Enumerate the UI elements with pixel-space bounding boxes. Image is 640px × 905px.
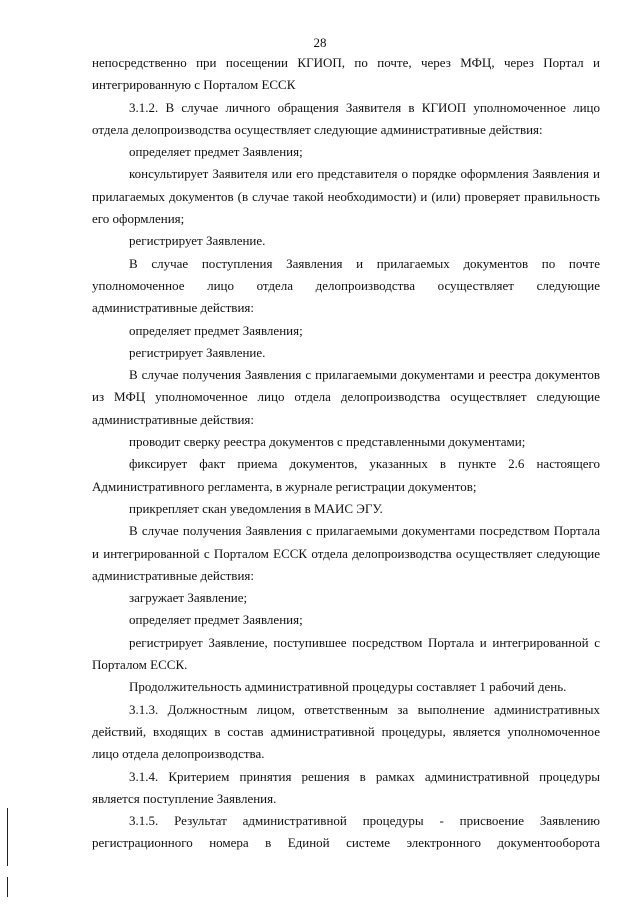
margin-scan-mark <box>7 808 8 866</box>
paragraph: В случае поступления Заявления и прилагаемых документов по почте уполномоченное лицо отдела делопроизводства осуществляет следующие административные действия: <box>92 255 600 316</box>
paragraph: В случае получения Заявления с прилагаемыми документами посредством Портала и интегрированной с Порталом ЕССК отдела делопроизводства осуществляет следующие административные действия: <box>92 523 600 583</box>
margin-scan-mark <box>7 877 8 897</box>
paragraph: 3.1.5. Результат административной процедуры - присвоение Заявлению регистрационного номера в Единой системе электронного документооборота <box>92 813 600 851</box>
document-body <box>92 52 600 855</box>
paragraph: фиксирует факт приема документов, указанных в пункте 2.6 настоящего Административного регламента, в журнале регистрации документов; <box>92 456 600 494</box>
paragraph: прикрепляет скан уведомления в МАИС ЭГУ. <box>129 500 383 516</box>
page-number: 28 <box>313 35 327 50</box>
paragraph: 3.1.3. Должностным лицом, ответственным за выполнение административных действий, входящих в состав административной процедуры, является уполномоченное лицо отдела делопроизводства. <box>92 701 600 762</box>
paragraph: определяет предмет Заявления; <box>129 144 303 160</box>
paragraph: консультирует Заявителя или его представителя о порядке оформления Заявления и прилагаемых документов (в случае такой необходимости) и (или) проверяет правильность его оформления; <box>92 166 600 227</box>
paragraph: Продолжительность административной процедуры составляет 1 рабочий день. <box>129 679 567 695</box>
paragraph: регистрирует Заявление. <box>129 233 266 249</box>
paragraph: загружает Заявление; <box>129 590 248 606</box>
paragraph: определяет предмет Заявления; <box>129 612 303 628</box>
paragraph: 3.1.4. Критерием принятия решения в рамках административной процедуры является поступление Заявления. <box>92 768 600 806</box>
paragraph: непосредственно при посещении КГИОП, по почте, через МФЦ, через Портал и интегрированную с Порталом ЕССК <box>92 55 600 93</box>
paragraph: В случае получения Заявления с прилагаемыми документами и реестра документов из МФЦ уполномоченное лицо отдела делопроизводства осуществляет следующие административные действия: <box>92 367 600 427</box>
paragraph: проводит сверку реестра документов с представленными документами; <box>129 434 526 450</box>
paragraph: регистрирует Заявление. <box>129 344 266 360</box>
paragraph: регистрирует Заявление, поступившее посредством Портала и интегрированной с Порталом ЕССК. <box>92 634 600 673</box>
paragraph: 3.1.2. В случае личного обращения Заявителя в КГИОП уполномоченное лицо отдела делопроизводства осуществляет следующие административные действия: <box>92 99 600 137</box>
paragraph: определяет предмет Заявления; <box>129 322 303 338</box>
